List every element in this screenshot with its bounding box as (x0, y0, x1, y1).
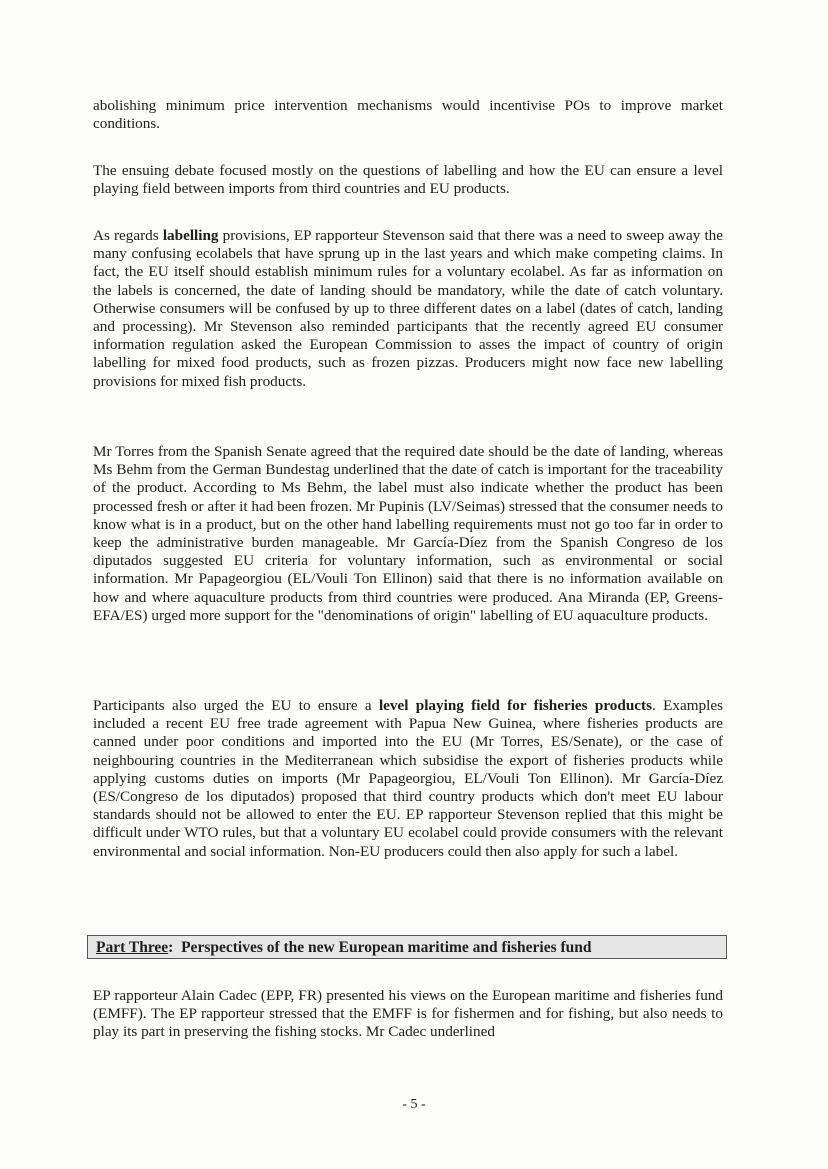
section-part-label: Part Three (96, 939, 169, 956)
labelling-keyword: labelling (162, 227, 219, 244)
section-heading: Part Three: Perspectives of the new European maritime and fisheries fund (96, 939, 592, 956)
section-heading-box (87, 935, 727, 959)
paragraph-labelling: As regards labelling provisions, EP rapporteur Stevenson said that there was a need to sweep away the many confusing ecolabels that have sprung up in the last years and which make competing claims. In fact, the EU itself should establish minimum rules for a voluntary ecolabel. As far as information on the labels is concerned, the date of landing should be mandatory, while the date of catch voluntary. Otherwise consumers will be confused by up to three different dates on a label (dates of catch, landing and processing). Mr Stevenson also reminded participants that the recently agreed EU consumer information regulation asked the European Commission to asses the impact of country of origin labelling for mixed food products, such as frozen pizzas. Producers might now face new labelling provisions for mixed fish products. (93, 227, 723, 390)
level-playing-field-keyword: level playing field for fisheries products (378, 697, 653, 714)
section-title: Perspectives of the new European maritime and fisheries fund (181, 939, 592, 956)
page-number: - 5 - (402, 1097, 426, 1112)
paragraph-2: The ensuing debate focused mostly on the questions of labelling and how the EU can ensure a level playing field between imports from third countries and EU products. (93, 162, 723, 198)
paragraph-level-playing-field: Participants also urged the EU to ensure a level playing field for fisheries products. Examples included a recent EU free trade agreement with Papua New Guinea, where fisheries products are canned under poor conditions and imported into the EU (Mr Torres, ES/Senate), or the case of neighbouring countries in the Mediterranean which subsidise the export of fisheries products while applying customs duties on imports (Mr Papageorgiou, EL/Vouli Ton Ellinon). Mr García-Díez (ES/Congreso de los diputados) proposed that third country products which don't meet EU labour standards should not be allowed to enter the EU. EP rapporteur Stevenson replied that this might be difficult under WTO rules, but that a voluntary EU ecolabel could provide consumers with the relevant environmental and social information. Non-EU producers could then also apply for such a label. (93, 697, 724, 860)
paragraph-emff: EP rapporteur Alain Cadec (EPP, FR) presented his views on the European maritime and fisheries fund (EMFF). The EP rapporteur stressed that the EMFF is for fishermen and for fishing, but also needs to play its part in preserving the fishing stocks. Mr Cadec underlined (93, 987, 723, 1041)
paragraph-date-debate: Mr Torres from the Spanish Senate agreed that the required date should be the date of landing, whereas Ms Behm from the German Bundestag underlined that the date of catch is important for the traceability of the product. According to Ms Behm, the label must also indicate whether the product has been processed fresh or after it had been frozen. Mr Pupinis (LV/Seimas) stressed that the consumer needs to know what is in a product, but on the other hand labelling requirements must not go too far in order to keep the administrative burden manageable. Mr García-Díez from the Spanish Congreso de los diputados suggested EU criteria for voluntary information, such as environmental or social information. Mr Papageorgiou (EL/Vouli Ton Ellinon) said that there is no information available on how and where aquaculture products from third countries were produced. Ana Miranda (EP, Greens-EFA/ES) urged more support for the "denominations of origin" labelling of EU aquaculture products. (93, 443, 723, 624)
paragraph-1: abolishing minimum price intervention mechanisms would incentivise POs to improve market conditions. (93, 97, 723, 133)
